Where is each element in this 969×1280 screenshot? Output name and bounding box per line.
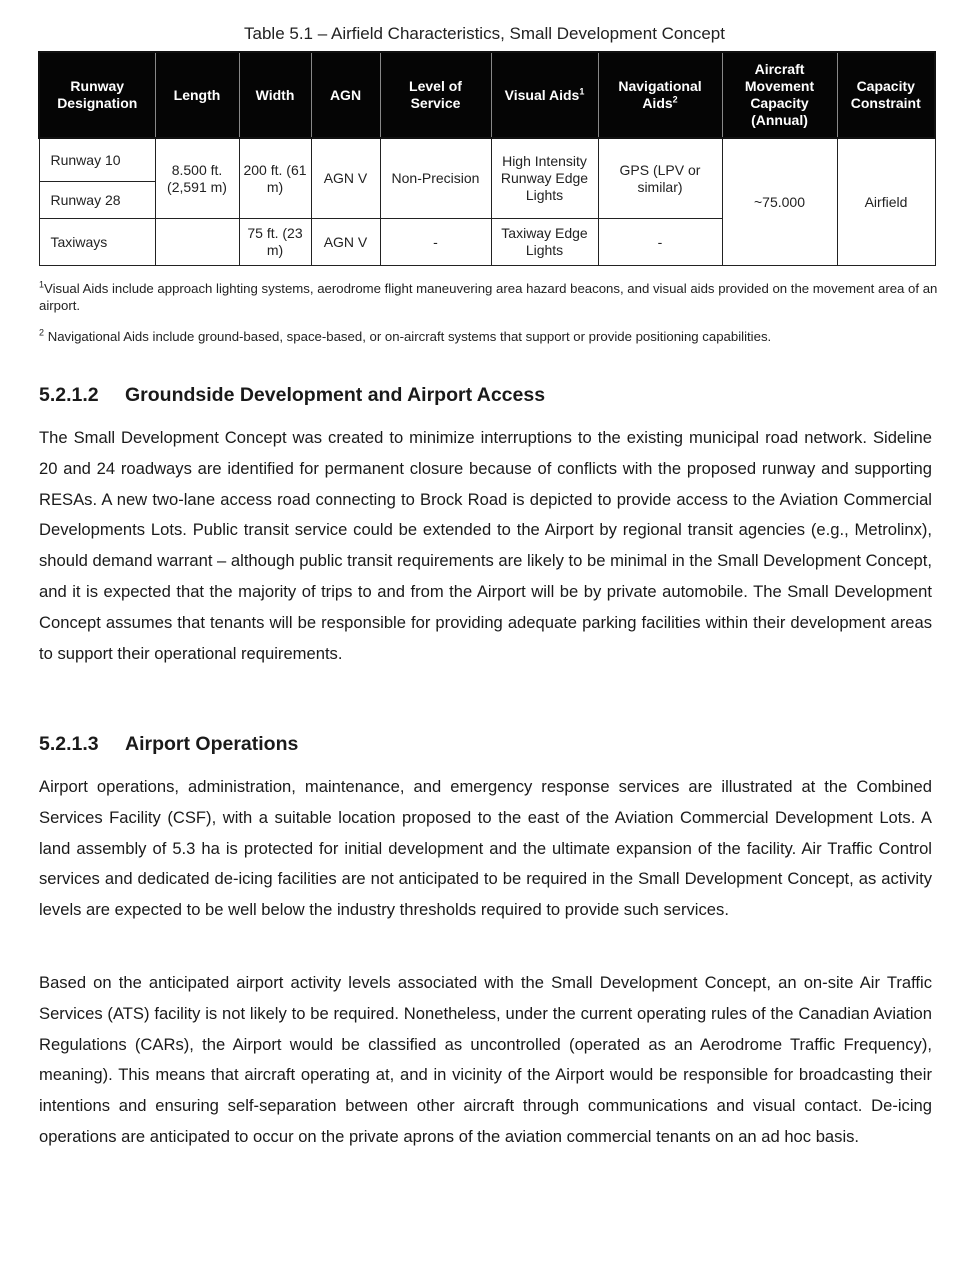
cell-visual-aids: Taxiway Edge Lights xyxy=(491,219,598,266)
footnote-navigational-aids: $^2$ Navigational Aids include ground-based, space-based, or on-aircraft systems that support or provide positioning capabilities. xyxy=(39,327,772,344)
cell-navigational-aids: - xyxy=(598,219,722,266)
cell-navigational-aids: GPS (LPV or similar) xyxy=(598,138,722,219)
footnote-ref: 2 xyxy=(672,94,678,105)
header-movement-capacity: Aircraft Movement Capacity (Annual) xyxy=(722,52,837,138)
section-number: 5.2.1.3 xyxy=(39,733,99,755)
cell-length xyxy=(155,219,239,266)
cell-level-of-service: Non-Precision xyxy=(380,138,491,219)
cell-level-of-service: - xyxy=(380,219,491,266)
header-navigational-aids: Navigational Aids$^2$ xyxy=(598,52,722,138)
section-number: 5.2.1.2 xyxy=(39,384,99,406)
cell-movement-capacity: ~75.000 xyxy=(722,138,837,266)
cell-width: 75 ft. (23 m) xyxy=(239,219,311,266)
footnote-marker: 2 xyxy=(39,327,45,338)
header-level-of-service: Level of Service xyxy=(380,52,491,138)
header-agn: AGN xyxy=(311,52,380,138)
section-heading-groundside xyxy=(39,384,545,407)
cell-agn: AGN V xyxy=(311,219,380,266)
footnote-ref: 1 xyxy=(579,85,585,96)
table-row xyxy=(39,138,935,182)
section-title: Airport Operations xyxy=(125,733,299,755)
cell-designation: Runway 10 xyxy=(39,138,155,182)
paragraph: The Small Development Concept was created to minimize interruptions to the existing municipal road network. Sideline 20 and 24 roadways are identified for permanent closure because of conflicts with the proposed runway and supporting RESAs. A new two-lane access road connecting to Brock Road is depicted to provide access to the Aviation Commercial Developments Lots. Public transit service could be extended to the Airport by regional transit agencies (e.g., Metrolinx), should demand warrant – although public transit requirements are likely to be minimal in the Small Development Concept, and it is expected that the majority of trips to and from the Airport will be by private automobile. The Small Development Concept assumes that tenants will be responsible for providing adequate parking facilities within their development areas to support their operational requirements. xyxy=(39,428,932,663)
airfield-characteristics-table xyxy=(38,51,936,266)
paragraph: Based on the anticipated airport activity levels associated with the Small Development Concept, an on-site Air Traffic Services (ATS) facility is not likely to be required. Nonetheless, under the current operating rules of the Canadian Aviation Regulations (CARs), the Airport would be classified as uncontrolled (operated as an Aerodrome Traffic Frequency), meaning). This means that aircraft operating at, and in vicinity of the Airport would be responsible for broadcasting their intentions and ensuring self-separation between other aircraft through communications and visual contact. De-icing operations are anticipated to occur on the private aprons of the aviation commercial tenants on an ad hoc basis. xyxy=(39,973,932,1146)
table-caption: Table 5.1 – Airfield Characteristics, Small Development Concept xyxy=(244,24,725,43)
cell-designation: Taxiways xyxy=(39,219,155,266)
footnote-marker: 1 xyxy=(39,279,45,290)
header-length: Length xyxy=(155,52,239,138)
section-title: Groundside Development and Airport Access xyxy=(125,384,546,406)
cell-designation: Runway 28 xyxy=(39,182,155,219)
header-width: Width xyxy=(239,52,311,138)
section-heading-airport-operations xyxy=(39,733,298,756)
cell-width: 200 ft. (61 m) xyxy=(239,138,311,219)
table-header-row xyxy=(39,52,935,138)
paragraph: Airport operations, administration, maintenance, and emergency response services are illustrated at the Combined Services Facility (CSF), with a suitable location proposed to the east of the Aviation Commercial Development Lots. A land assembly of 5.3 ha is protected for initial development and the ultimate expansion of the facility. Air Traffic Control services and dedicated de-icing facilities are not anticipated to be required in the Small Development Concept, as activity levels are expected to be well below the industry thresholds required to provide such services. xyxy=(39,777,932,920)
header-capacity-constraint: Capacity Constraint xyxy=(837,52,935,138)
cell-capacity-constraint: Airfield xyxy=(837,138,935,266)
cell-agn: AGN V xyxy=(311,138,380,219)
cell-length: 8.500 ft. (2,591 m) xyxy=(155,138,239,219)
header-runway-designation: Runway Designation xyxy=(39,52,155,138)
header-visual-aids: Visual Aids$^1$ xyxy=(491,52,598,138)
footnote-visual-aids: $^1$Visual Aids include approach lighting systems, aerodrome flight maneuvering area hazard beacons, and visual aids provided on the movement area of an airport. xyxy=(39,279,938,313)
cell-visual-aids: High Intensity Runway Edge Lights xyxy=(491,138,598,219)
